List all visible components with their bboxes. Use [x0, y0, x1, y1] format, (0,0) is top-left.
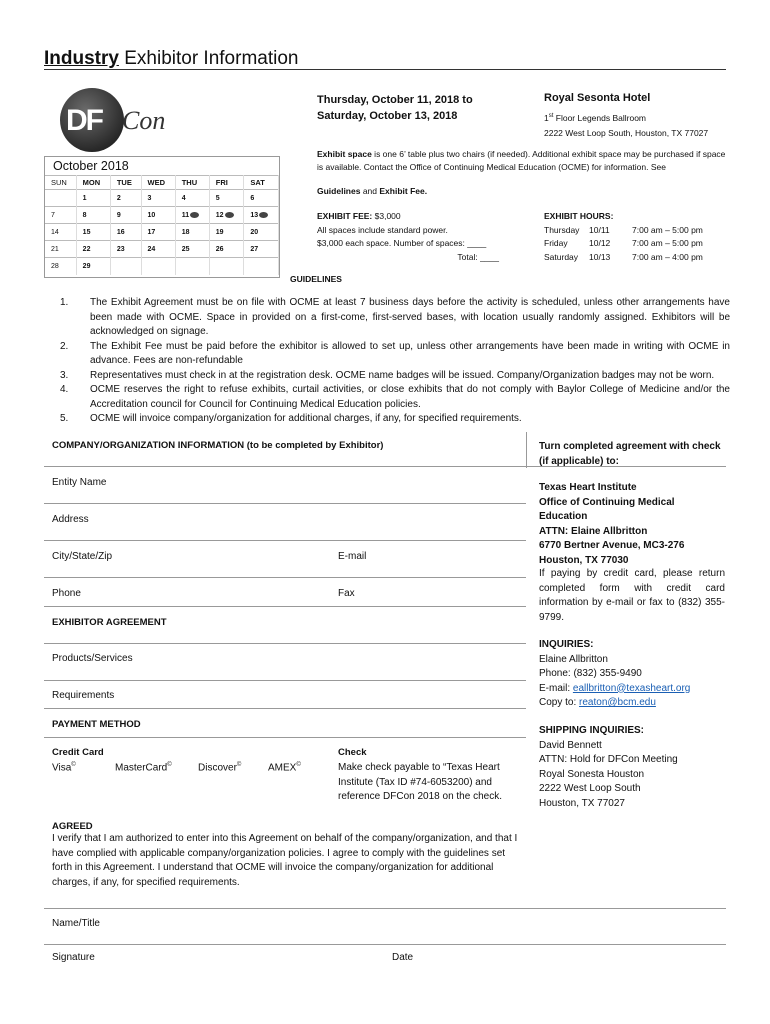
phone-field[interactable]: Phone: [52, 588, 81, 599]
field-line: [44, 680, 526, 681]
fee-label: EXHIBIT FEE:: [317, 211, 373, 221]
products-services-field[interactable]: Products/Services: [52, 653, 133, 664]
agreed-heading: AGREED: [52, 821, 93, 832]
day-header: TUE: [110, 176, 141, 190]
calendar-day: 6: [244, 190, 279, 207]
field-line: [44, 577, 526, 578]
calendar-day: 22: [76, 241, 110, 258]
fee-power: All spaces include standard power.: [317, 224, 448, 235]
field-line: [44, 944, 726, 945]
inquiries-email-link[interactable]: eallbritton@texasheart.org: [572, 682, 691, 694]
calendar-day: [45, 190, 76, 207]
date-field[interactable]: Date: [392, 952, 414, 963]
guideline-item: 2. The Exhibit Fee must be paid before the exhibitor is allowed to set up, unless other arrangements have been made in writing with OCME in advance. Fees are non-refundable: [60, 340, 730, 366]
day-header: SAT: [244, 176, 279, 190]
field-line: [44, 737, 526, 738]
calendar-day: 14: [45, 224, 76, 241]
inquiries-name: Elaine Allbritton: [539, 653, 608, 665]
guidelines-heading: GUIDELINES: [290, 274, 342, 284]
address-field[interactable]: Address: [52, 514, 89, 525]
field-line: [44, 643, 526, 644]
calendar-day: 12: [215, 211, 224, 219]
calendar-day: 7: [45, 207, 76, 224]
inquiries-phone: Phone: (832) 355-9490: [539, 668, 642, 679]
fee-total: Total: ____: [457, 251, 499, 262]
calendar-day: 2: [110, 190, 141, 207]
guidelines-reference: Guidelines and Exhibit Fee.: [317, 186, 428, 196]
event-marker-icon: [225, 212, 234, 218]
calendar-day: 8: [76, 207, 110, 224]
calendar-day: 3: [141, 190, 175, 207]
day-header: THU: [175, 176, 209, 190]
day-header: SUN: [45, 176, 76, 190]
event-date-end: Saturday, October 13, 2018: [317, 110, 458, 122]
visa-option[interactable]: Visa©: [52, 762, 76, 774]
entity-name-field[interactable]: Entity Name: [52, 477, 107, 488]
calendar-day: 29: [76, 258, 110, 275]
calendar: [44, 156, 280, 278]
calendar-day: 26: [209, 241, 244, 258]
hours-label: EXHIBIT HOURS:: [544, 211, 614, 221]
check-heading: Check: [338, 747, 367, 758]
company-heading: COMPANY/ORGANIZATION INFORMATION (to be completed by Exhibitor): [52, 440, 384, 451]
fee-spaces: $3,000 each space. Number of spaces: ____: [317, 238, 487, 248]
calendar-month: October 2018: [53, 159, 129, 173]
agreed-statement: I verify that I am authorized to enter into this Agreement on behalf of the company/organization, and that I have complied with applicable company/organization policies. I agree to comply with the guidelines set forth in this Agreement. I understand that OCME will invoice the company/organization for additional charges, if any, for specified requirements.: [52, 833, 518, 888]
calendar-day: 11: [181, 211, 190, 219]
logo-df-text: DF: [66, 104, 102, 137]
hours-row: Friday 10/12 7:00 am – 5:00 pm: [544, 238, 703, 248]
exhibit-fee: [317, 210, 499, 264]
title-rest: Exhibitor Information: [124, 48, 299, 69]
calendar-day: 25: [175, 241, 209, 258]
calendar-day: 13: [250, 211, 259, 219]
calendar-day: 20: [244, 224, 279, 241]
field-line: [44, 708, 526, 709]
hotel-address: [544, 109, 708, 141]
agreement-heading: EXHIBITOR AGREEMENT: [52, 617, 167, 628]
field-line: [44, 908, 726, 909]
requirements-field[interactable]: Requirements: [52, 690, 115, 701]
calendar-day: 10: [141, 207, 175, 224]
hours-row: Thursday 10/11 7:00 am – 5:00 pm: [544, 224, 703, 235]
event-marker-icon: [190, 212, 199, 218]
hotel-name: Royal Sesonta Hotel: [544, 92, 651, 104]
calendar-day: 21: [45, 241, 76, 258]
credit-card-heading: Credit Card: [52, 747, 104, 758]
turn-in-instructions: Turn completed agreement with check (if applicable) to:: [539, 441, 721, 467]
city-state-zip-field[interactable]: City/State/Zip: [52, 551, 113, 562]
shipping-heading: SHIPPING INQUIRIES:: [539, 725, 645, 736]
fax-field[interactable]: Fax: [338, 588, 355, 599]
calendar-day: 15: [76, 224, 110, 241]
name-title-field[interactable]: Name/Title: [52, 918, 100, 929]
calendar-day: 27: [244, 241, 279, 258]
day-header: FRI: [209, 176, 244, 190]
calendar-day: [110, 258, 141, 275]
event-marker-icon: [259, 212, 268, 218]
title-divider: [44, 69, 726, 70]
mastercard-option[interactable]: MasterCard©: [115, 762, 172, 774]
exhibit-space-note: Exhibit space is one 6’ table plus two chairs (if needed). Additional exhibit space may be purchased if space is available. Contact the Office of Continuing Medical Education (OCME) for information. See: [317, 149, 726, 172]
calendar-day: [209, 258, 244, 275]
email-field[interactable]: E-mail: [338, 551, 367, 562]
amex-option[interactable]: AMEX©: [268, 762, 301, 774]
field-line: [44, 606, 526, 607]
field-line: [44, 540, 526, 541]
calendar-day: 9: [110, 207, 141, 224]
calendar-grid: [45, 175, 279, 275]
guideline-item: 4. OCME reserves the right to refuse exhibits, curtail activities, or close exhibits that do not comply with Baylor College of Medicine and/or the Accreditation council for Council for Continuing Medical Education policies.: [60, 384, 730, 410]
credit-card-note: If paying by credit card, please return completed form with credit card information by e-mail or fax to (832) 355-9799.: [539, 568, 725, 623]
calendar-day: 18: [175, 224, 209, 241]
payment-heading: PAYMENT METHOD: [52, 719, 141, 730]
calendar-day: [244, 258, 279, 275]
day-header: WED: [141, 176, 175, 190]
mailing-address: Texas Heart Institute Office of Continuing Medical Education ATTN: Elaine Allbritton 6770 Bertner Avenue, MC3-276 Houston, TX 77030: [539, 482, 685, 566]
fee-amount: $3,000: [372, 211, 401, 221]
page-title: [44, 48, 298, 70]
guideline-item: 3. Representatives must check in at the registration desk. OCME name badges will be issued. Company/Organization badges may not be worn.: [60, 369, 715, 381]
calendar-day: 16: [110, 224, 141, 241]
hotel-street: 2222 West Loop South, Houston, TX 77027: [544, 127, 709, 138]
calendar-day: 4: [175, 190, 209, 207]
calendar-day: [175, 258, 209, 275]
event-date-start: Thursday, October 11, 2018 to: [317, 94, 473, 106]
dfcon-logo: [60, 88, 180, 158]
guideline-item: 1. The Exhibit Agreement must be on file with OCME at least 7 business days before the activity is scheduled, unless other arrangements have been made with OCME. Space in provided on a first-come, first-served bases, with location usually randomly assigned. Exhibitors will be acknowledged on signage.: [60, 297, 730, 337]
guideline-item: 5. OCME will invoice company/organization for additional charges, if any, for specified requirements.: [60, 413, 522, 424]
calendar-day: 28: [45, 258, 76, 275]
calendar-day: 24: [141, 241, 175, 258]
check-instructions: Make check payable to “Texas Heart Institute (Tax ID #74-6053200) and reference DFCon 2018 on the check.: [338, 762, 502, 802]
column-divider: [526, 432, 527, 468]
calendar-day: 19: [209, 224, 244, 241]
copy-to-email-link[interactable]: reaton@bcm.edu: [579, 697, 656, 708]
calendar-day: 23: [110, 241, 141, 258]
calendar-day: 17: [141, 224, 175, 241]
field-line: [44, 503, 526, 504]
calendar-day: 5: [209, 190, 244, 207]
inquiries-heading: INQUIRIES:: [539, 639, 594, 650]
shipping-inquiries: SHIPPING INQUIRIES: David Bennett ATTN: Hold for DFCon Meeting Royal Sonesta Houston 2222 West Loop South Houston, TX 77027: [539, 724, 725, 811]
event-dates: [317, 92, 473, 124]
discover-option[interactable]: Discover©: [198, 762, 242, 774]
inquiries: INQUIRIES: Elaine Allbritton Phone: (832) 355-9490 E-mail: eallbritton@texasheart.org Copy to: reaton@bcm.edu: [539, 638, 725, 711]
day-header: MON: [76, 176, 110, 190]
calendar-day: 1: [76, 190, 110, 207]
hours-row: Saturday 10/13 7:00 am – 4:00 pm: [544, 251, 703, 262]
calendar-day: [141, 258, 175, 275]
signature-field[interactable]: Signature: [52, 952, 95, 963]
guidelines-list: [60, 296, 730, 427]
hotel-floor: 1st Floor Legends Ballroom: [544, 112, 647, 123]
exhibit-hours: [544, 210, 724, 264]
title-industry: Industry: [44, 48, 119, 69]
logo-con-text: Con: [122, 106, 166, 135]
